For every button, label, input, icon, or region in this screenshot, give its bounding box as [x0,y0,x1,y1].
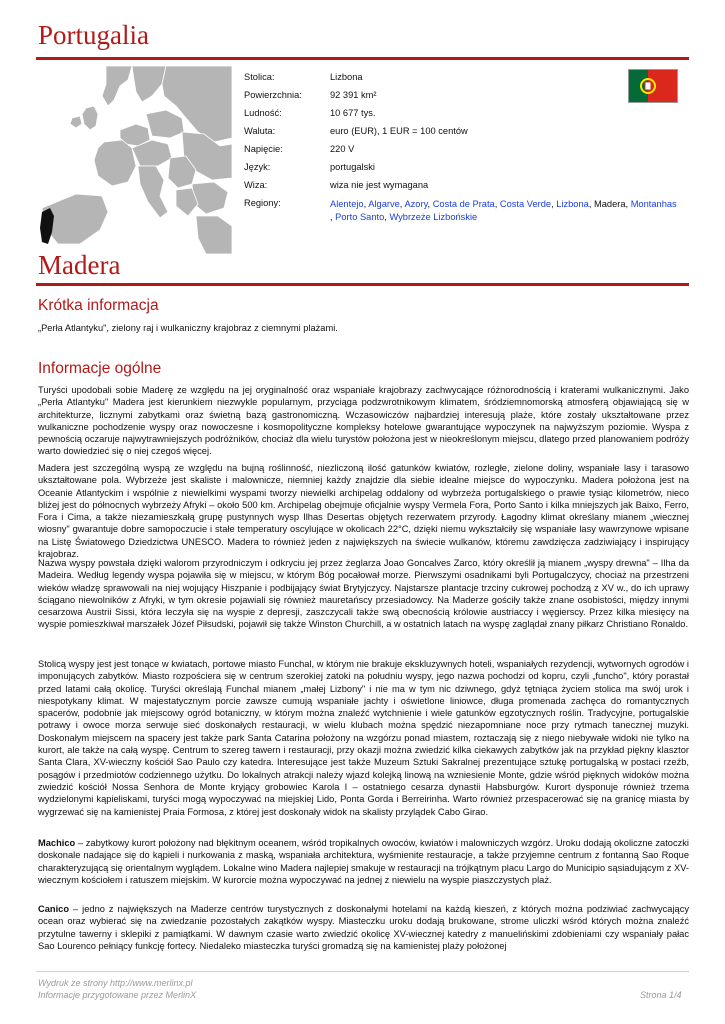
general-paragraph-4: Stolicą wyspy jest jest tonące w kwiatach, portowe miasto Funchal, w którym nie brakuje ekskluzywnych hoteli, wspaniałych rezydencji, wytwornych ogrodów i imponujących zabytków. Miasto rozpościera się w centrum szerokiej zatoki na południu wyspy, jego nazwa pochodzi od kopru, czyli „funcho", który porastał przed latami całą okolicę. Turyści określają Funchal mianem „małej Lizbony" i nie ma w tym nic dziwnego, gdyż tętniąca życiem stolica ma swój urok i niespotykany klimat. W majestatycznym porcie zawsze cumują wspaniałe jachty i oświetlone liniowce, długa promenada zachęca do romantycznych spacerów, podobnie jak miejscowy ogród botaniczny, w którym można znaleźć wytchnienie i wiele gatunków egzotycznych roślin. Tradycyjne, portugalskie potrawy i owoce morza serwuje sieć doskonałych restauracji, w wielu klubach można spędzić niezapomniane noce przy rytmach tanecznej muzyki. Doskonałym miejscem na spacery jest także park Santa Catarina położony na wzgórzu ponad miastem, roztaczają się z niego niebywałe widoki nie tylko na kurort, ale także na całą wyspę. Centrum to szereg tawern i restauracji, przy okazji można zwiedzić kilka ciekawych zabytków jak na przykład piękny klasztor Santa Clara, XV-wieczny kościół Sao Paulo czy katedra. Interesujące jest także Muzeum Sztuki Sakralnej prezentujące sztukę portugalską w postaci rzeźb, posągów i przedmiotów codziennego użytku. Do lokalnych atrakcji należy wjazd kolejką linową na wzniesienie Monte, gdzie wśród pięknych widoków można zwiedzić kościół Nossa Senhora de Monte kryjący grobowiec Karola I – ostatniego cesarza dynastii Habsburgów. Kurort dysponuje również trzema wydzielonymi kąpieliskami, turyści mogą wypoczywać na miejskiej Lido, Ponta Gorda i Berreirinha. Warto również przespacerować się na granicę miasta by wygrzewać się na kamienistej Praia Formosa, z której jest doskonały widok na skalisty przylądek Cabo Girao. [38,659,689,817]
region-link-alentejo[interactable]: Alentejo [330,199,364,209]
region-link-algarve[interactable]: Algarve [368,199,400,209]
machico-text: – zabytkowy kurort położony nad błękitnym oceanem, wśród tropikalnych owoców, kwiatów i malowniczych wzgórz. Uroku dodają okoliczne zatoczki doskonale nadające się do kąpieli i nurkowania z maską, wspaniała architektura, wyśmienite restauracje, a także przyjemne centrum z fontanną Sao Roque charakteryzującą się orientalnym wyglądem. Lokalne wino Madera najlepiej smakuje w restauracji na trójkątnym placu Largo do Municipio sąsiadującym z XV-wiecznym kościołem i ratuszem miejskim. W kurorcie można wypoczywać na jednej z niewielu na wyspie piaszczystych plaż. [38,838,689,885]
machico-name: Machico [38,838,76,848]
region-link-wybrzeze-lizbonskie[interactable]: Wybrzeże Lizbońskie [389,211,478,222]
footer-prepared-by: Informacje przygotowane przez MerlinX [38,990,197,1000]
info-value: 10 677 tys. [330,108,376,118]
region-divider [36,283,689,286]
machico-paragraph [38,837,689,886]
canico-name: Canico [38,904,69,914]
region-link-porto-santo[interactable]: Porto Santo [335,211,385,222]
info-key: Powierzchnia: [244,90,302,100]
info-value: wiza nie jest wymagana [330,180,429,190]
region-link-montanhas[interactable]: Montanhas [630,199,677,209]
footer-page-number: Strona 1/4 [640,990,682,1000]
region-link-costa-verde[interactable]: Costa Verde [499,199,552,209]
info-value: 92 391 km² [330,90,377,100]
info-key: Ludność: [244,108,282,118]
region-current-madera: Madera [593,199,626,209]
title-divider [36,57,689,60]
regions-list: Alentejo, Algarve, Azory, Costa de Prata, Costa Verde, Lizbona, Madera, Montanhas , Porto Santo, Wybrzeże Lizbońskie [330,199,677,222]
region-link-azory[interactable]: Azory [404,199,428,209]
region-title: Madera [38,250,121,280]
canico-paragraph [38,903,689,952]
info-key: Napięcie: [244,144,283,154]
general-paragraph-3: Nazwa wyspy powstała dzięki walorom przyrodniczym i odkryciu jej przez żeglarza Joao Goncalves Zarco, który określił ją mianem „wyspy drewna" – Ilha da Madeira. Według legendy wyspa pojawiła się w miejscu, w którym Bóg pocałował morze. Pierwszymi osadnikami byli Portugalczycy, chociaż na przestrzeni wieków władzę sprawowali na niej wojujący Hiszpanie i podbijający świat Brytyjczycy. Najstarsze plantacje trzciny cukrowej pochodzą z XV w., do ich uprawy ściągano niewolników z Afryki, w tym okresie pojawiali się również mauretańscy przesiadowcy. Na Maderze gościły także znane osobistości, między innymi cesarzowa Austrii Sissi, która leczyła się na wyspie z depresji, zaszczycali także swą obecnością królowie austriaccy i węgierscy. Przez kilka miesięcy na wyspie pomieszkiwał marszałek Józef Piłsudski, pojawił się także Winston Churchill, a w ostatnich latach na wyspę zaglądał znany piłkarz Christiano Ronaldo. [38,558,689,630]
short-info-heading: Krótka informacja [38,297,159,314]
footer-print-source: Wydruk ze strony http://www.merlinx.pl [38,978,193,988]
portugal-flag-icon [628,69,678,103]
info-value: 220 V [330,144,355,154]
info-key: Regiony: [244,198,281,208]
info-key: Wiza: [244,180,268,190]
info-key: Waluta: [244,126,276,136]
europe-map [36,66,232,254]
general-paragraph-2: Madera jest szczególną wyspą ze względu na bujną roślinność, niezliczoną ilość gatunków kwiatów, rozległe, zielone doliny, wspaniałe lasy i tarasowo ukształtowane pola. Wybrzeże jest skaliste i malownicze, niemniej każdy znajdzie dla siebie idealne miejsce do wypoczynku. Madera położona jest na Oceanie Atlantyckim i wspólnie z niewielkimi wyspami tworzy niewielki archipelag oddalony od wybrzeża portugalskiego o prawie tysiąc kilometrów, nieco bliżej jest do północnych wybrzeży Afryki – około 500 km. Archipelag obejmuje oficjalnie wyspy Vermela Fora, Porto Santo i kilka mniejszych jak Baixo, Ferro, Fora i Cima, a także niezamieszkałą grupę pustynnych wysp Ilhas Desertas objętych rezerwatem przyrody. Łagodny klimat określany mianem „wiecznej wiosny" gwarantuje dobre samopoczucie i stałe temperatury oscylujące w okolicach 22°C, dzięki niemu wykształciły się wspaniałe lasy wawrzynowe wpisane na Listę Światowego Dziedzictwa UNESCO. Madera to również jeden z największych na świecie wulkanów, któremu zawdzięcza zadziwiający i inspirujący krajobraz. [38,463,689,560]
canico-text: – jedno z największych na Maderze centrów turystycznych z doskonałymi hotelami na każdą kieszeń, z których można podziwiać zachwycający ocean oraz wybierać się na zwiedzanie pozostałych zakątków wyspy. Miasteczku uroku dodają brukowane, strome uliczki wśród których można znaleźć przytulne tawerny i sklepiki z pamiątkami. W dawnym czasie warto zwiedzić okolicę XV-wiecznej katedry z manuelińskimi zdobieniami czy wspaniały pałac Sao Lourenco pełniący funkcję fortecy. Niedaleko miasteczka turyści gromadzą się na kamienistej plaży położonej [38,904,689,951]
country-title: Portugalia [38,20,149,50]
short-info-text: „Perła Atlantyku", zielony raj i wulkaniczny krajobraz z ciemnymi plażami. [38,323,338,333]
info-value: portugalski [330,162,375,172]
info-value: Lizbona [330,72,363,82]
general-paragraph-1: Turyści upodobali sobie Maderę ze względu na jej oryginalność oraz wspaniałe krajobrazy zachwycające różnorodnością i kraterami wulkanicznymi. Jako „Perła Atlantyku" Madera jest kierunkiem niezwykle popularnym, przyciąga podzwrotnikowym klimatem, śródziemnomorską atmosferą objawiającą się w architekturze, licznymi zabytkami oraz świetną bazą gastronomiczną. Wczasowiczów najbardziej interesują plaże, które zostały ukształtowane przez wulkaniczne pochodzenie wyspy oraz nowoczesne i kosmopolityczne kompleksy hotelowe gwarantujące wypoczynek na najwyższym poziomie. Wyspa z pewnością oczaruje najwytrawniejszych podróżników, chociaż dla wielu turystów położona jest w nieokreślonym miejscu, dlatego przed planowaniem podróży warto dowiedzieć się o niej czegoś więcej. [38,385,689,457]
region-link-costa-de-prata[interactable]: Costa de Prata [432,199,495,209]
region-link-lizbona[interactable]: Lizbona [556,199,589,209]
footer-divider [36,971,689,972]
info-key: Stolica: [244,72,275,82]
info-value: euro (EUR), 1 EUR = 100 centów [330,126,468,136]
info-key: Język: [244,162,271,172]
general-info-heading: Informacje ogólne [38,360,162,377]
